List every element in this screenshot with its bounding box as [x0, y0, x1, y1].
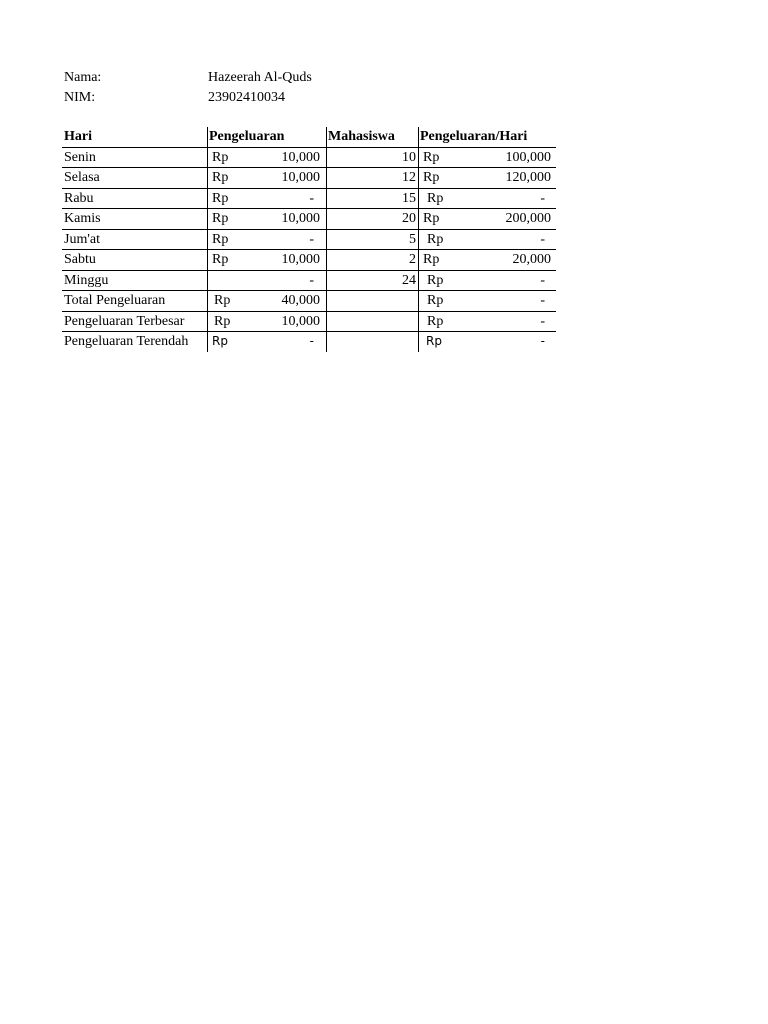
- students-cell: [326, 189, 418, 209]
- students-count: 10: [402, 149, 416, 165]
- students-cell: [326, 291, 418, 311]
- currency-label: Rp: [427, 190, 444, 206]
- students-count: 5: [409, 231, 416, 247]
- students-count: 15: [402, 190, 416, 206]
- currency-label: Rp: [423, 170, 440, 185]
- header-students: Mahasiswa: [326, 127, 419, 147]
- currency-label: Rp: [214, 313, 231, 329]
- header-expense: Pengeluaran: [207, 127, 327, 147]
- expense-cell: [207, 250, 326, 270]
- students-cell: [326, 148, 418, 168]
- currency-label: Rp: [214, 293, 231, 308]
- currency-label: Rp: [212, 170, 229, 185]
- expense-amount: -: [309, 334, 314, 348]
- summary-row: [62, 291, 556, 312]
- expense-amount: 10,000: [281, 313, 320, 329]
- day-cell: Jum'at: [64, 231, 100, 247]
- per-day-cell: [418, 271, 557, 291]
- students-cell: [326, 230, 418, 250]
- day-cell: Sabtu: [64, 252, 96, 267]
- per-day-cell: [418, 291, 557, 311]
- currency-label: Rp: [427, 293, 444, 308]
- expense-cell: [207, 312, 326, 332]
- currency-label: Rp: [423, 211, 440, 226]
- expense-amount: 10,000: [281, 252, 320, 267]
- expense-cell: [207, 189, 326, 209]
- table-row: [62, 189, 556, 210]
- students-count: 12: [402, 170, 416, 185]
- per-day-cell: [418, 168, 557, 188]
- per-day-amount: -: [540, 272, 545, 288]
- per-day-amount: -: [540, 293, 545, 308]
- summary-row: [62, 332, 556, 352]
- table-row: [62, 148, 556, 169]
- students-cell: [326, 168, 418, 188]
- currency-label: Rp: [212, 149, 229, 165]
- per-day-amount: 120,000: [505, 170, 551, 185]
- table-row: [62, 209, 556, 230]
- expense-amount: 40,000: [281, 293, 320, 308]
- per-day-amount: -: [540, 190, 545, 206]
- currency-label: Rp: [212, 211, 229, 226]
- per-day-amount: 20,000: [512, 252, 551, 267]
- currency-label: Rp: [212, 334, 228, 348]
- summary-label: Pengeluaran Terendah: [64, 334, 189, 349]
- students-cell: [326, 250, 418, 270]
- per-day-cell: [418, 209, 557, 229]
- currency-label: Rp: [423, 252, 440, 267]
- currency-label: Rp: [427, 272, 444, 288]
- currency-label: Rp: [212, 252, 229, 267]
- expense-cell: [207, 332, 326, 352]
- summary-label: Pengeluaran Terbesar: [64, 313, 185, 329]
- students-cell: [326, 209, 418, 229]
- expense-amount: -: [309, 231, 314, 247]
- expense-table: [62, 127, 556, 352]
- expense-cell: [207, 230, 326, 250]
- per-day-amount: 100,000: [505, 149, 551, 165]
- header-day: Hari: [64, 129, 92, 144]
- expense-amount: 10,000: [281, 211, 320, 226]
- currency-label: Rp: [212, 190, 229, 206]
- per-day-cell: [418, 148, 557, 168]
- students-cell: [326, 312, 418, 332]
- nim-label: NIM:: [64, 90, 96, 105]
- currency-label: Rp: [423, 149, 440, 165]
- summary-label: Total Pengeluaran: [64, 293, 166, 308]
- day-cell: Senin: [64, 149, 96, 165]
- currency-label: Rp: [212, 231, 229, 247]
- day-cell: Selasa: [64, 170, 100, 185]
- day-cell: Rabu: [64, 190, 94, 206]
- expense-cell: [207, 271, 326, 291]
- students-count: 2: [409, 252, 416, 267]
- day-cell: Kamis: [64, 211, 101, 226]
- nim-value: 23902410034: [208, 90, 285, 105]
- table-header-row: [62, 127, 556, 148]
- expense-cell: [207, 168, 326, 188]
- expense-amount: -: [309, 272, 314, 288]
- expense-amount: 10,000: [281, 170, 320, 185]
- currency-label: Rp: [427, 231, 444, 247]
- summary-row: [62, 312, 556, 333]
- per-day-cell: [418, 250, 557, 270]
- per-day-amount: -: [540, 231, 545, 247]
- expense-amount: 10,000: [281, 149, 320, 165]
- expense-cell: [207, 148, 326, 168]
- per-day-amount: 200,000: [505, 211, 551, 226]
- expense-cell: [207, 209, 326, 229]
- per-day-cell: [418, 312, 557, 332]
- name-label: Nama:: [64, 70, 102, 85]
- expense-amount: -: [309, 190, 314, 206]
- currency-label: Rp: [426, 334, 442, 348]
- students-cell: [326, 271, 418, 291]
- table-row: [62, 271, 556, 292]
- day-cell: Minggu: [64, 272, 109, 288]
- per-day-cell: [418, 189, 557, 209]
- students-count: 20: [402, 211, 416, 226]
- students-count: 24: [402, 272, 416, 288]
- students-cell: [326, 332, 418, 352]
- header-per-day: Pengeluaran/Hari: [418, 127, 558, 147]
- table-row: [62, 250, 556, 271]
- per-day-amount: -: [540, 313, 545, 329]
- name-value: Hazeerah Al-Quds: [208, 70, 312, 85]
- per-day-amount: -: [540, 334, 545, 348]
- table-row: [62, 168, 556, 189]
- expense-cell: [207, 291, 326, 311]
- per-day-cell: [418, 332, 557, 352]
- table-row: [62, 230, 556, 251]
- currency-label: Rp: [427, 313, 444, 329]
- per-day-cell: [418, 230, 557, 250]
